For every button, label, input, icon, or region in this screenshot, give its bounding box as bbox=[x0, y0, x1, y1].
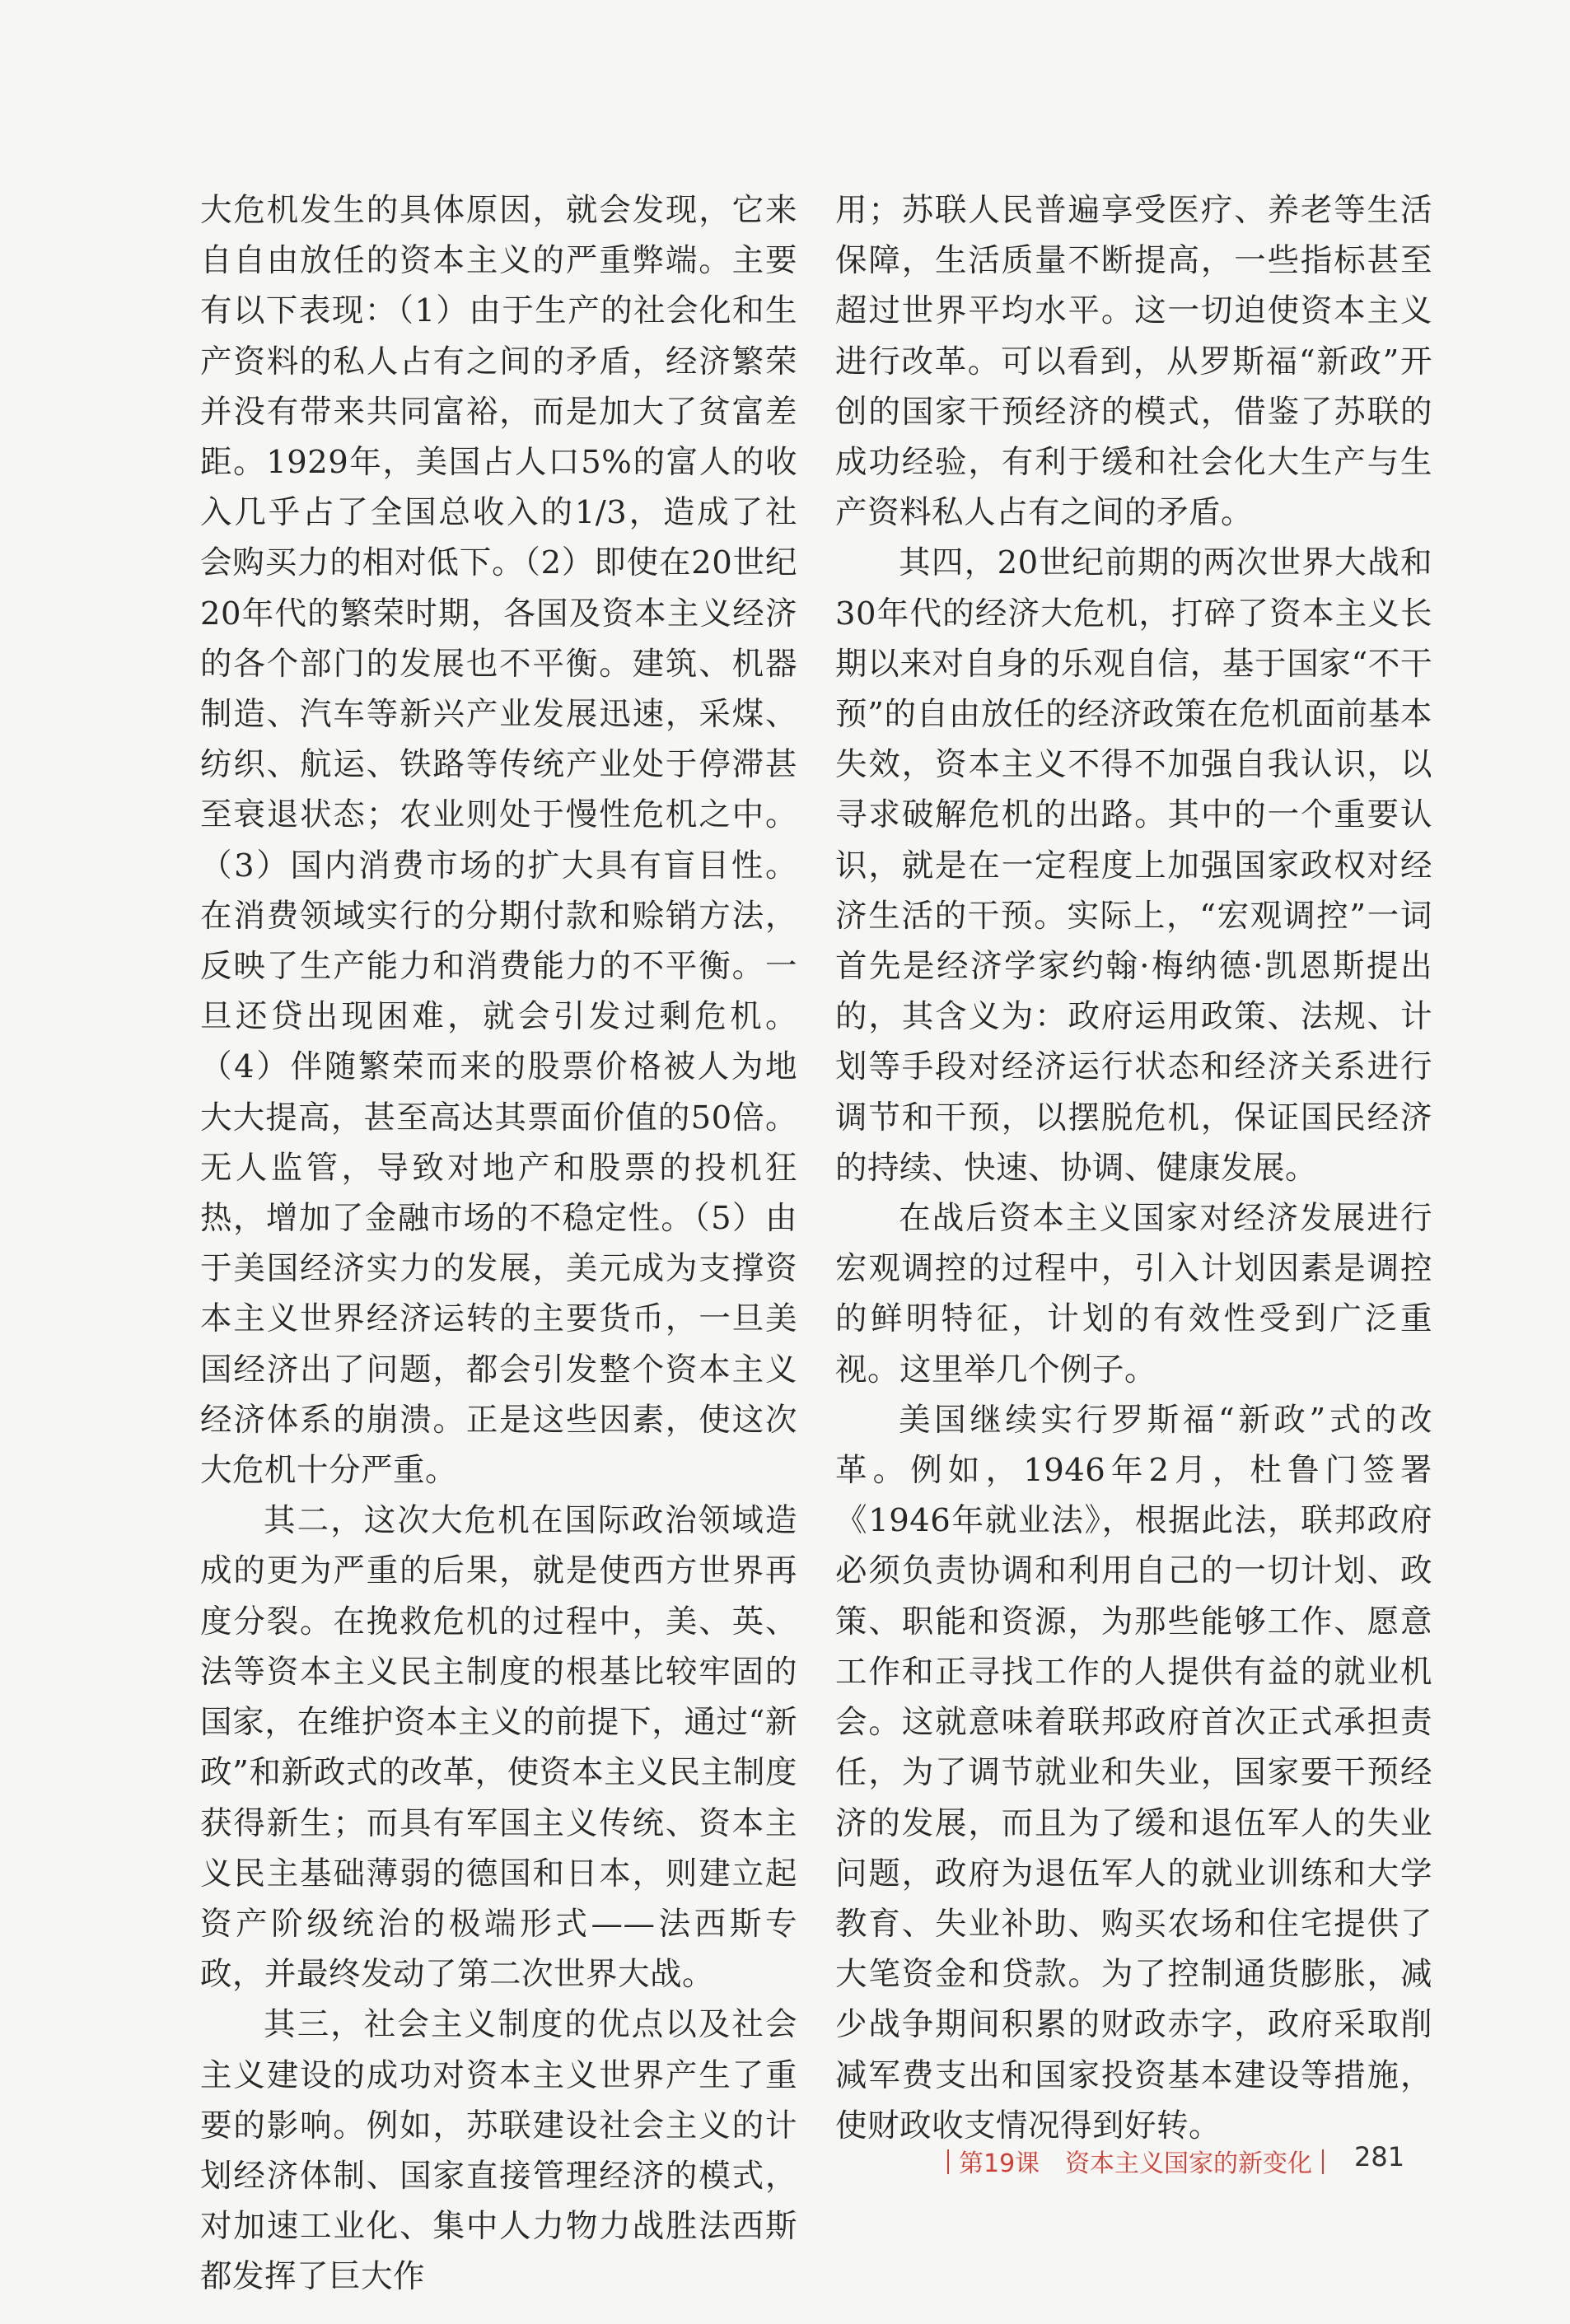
body-paragraph-continued: 大危机发生的具体原因，就会发现，它来自自由放任的资本主义的严重弊端。主要有以下表现：（1）由于生产的社会化和生产资料的私人占有之间的矛盾，经济繁荣并没有带来共同富裕，而是加大了贫富差距。1929年，美国占人口5%的富人的收入几乎占了全国总收入的1/3，造成了社会购买力的相对低下。（2）即使在20世纪20年代的繁荣时期，各国及资本主义经济的各个部门的发展也不平衡。建筑、机器制造、汽车等新兴产业发展迅速，采煤、纺织、航运、铁路等传统产业处于停滞甚至衰退状态；农业则处于慢性危机之中。（3）国内消费市场的扩大具有盲目性。在消费领域实行的分期付款和赊销方法，反映了生产能力和消费能力的不平衡。一旦还贷出现困难，就会引发过剩危机。（4）伴随繁荣而来的股票价格被人为地大大提高，甚至高达其票面价值的50倍。无人监管，导致对地产和股票的投机狂热，增加了金融市场的不稳定性。（5）由于美国经济实力的发展，美元成为支撑资本主义世界经济运转的主要货币，一旦美国经济出了问题，都会引发整个资本主义经济体系的崩溃。正是这些因素，使这次大危机十分严重。 bbox=[200, 192, 797, 1490]
lesson-number: 第19课 bbox=[959, 2149, 1040, 2178]
body-paragraph-us-example: 美国继续实行罗斯福“新政”式的改革。例如，1946年2月，杜鲁门签署《1946年就业法》，根据此法，联邦政府必须负责协调和利用自己的一切计划、政策、职能和资源，为那些能够工作、愿意工作和正寻找工作的人提供有益的就业机会。这就意味着联邦政府首次正式承担责任，为了调节就业和失业，国家要干预经济的发展，而且为了缓和退伍军人的失业问题，政府为退伍军人的就业训练和大学教育、失业补助、购买农场和住宅提供了大笔资金和贷款。为了控制通货膨胀，减少战争期间积累的财政赤字，政府采取削减军费支出和国家投资基本建设等措施，使财政收支情况得到好转。 bbox=[835, 1401, 1432, 2144]
left-column bbox=[200, 185, 797, 2303]
footer-divider-right bbox=[1322, 2149, 1324, 2174]
page-footer bbox=[947, 2141, 1409, 2184]
page-number: 281 bbox=[1354, 2141, 1405, 2172]
body-paragraph-third-point: 其三，社会主义制度的优点以及社会主义建设的成功对资本主义世界产生了重要的影响。例如，苏联建设社会主义的计划经济体制、国家直接管理经济的模式，对加速工业化、集中人力物力战胜法西斯都发挥了巨大作 bbox=[200, 2006, 797, 2296]
right-column bbox=[835, 185, 1432, 2151]
body-paragraph-continued-right: 用；苏联人民普遍享受医疗、养老等生活保障，生活质量不断提高，一些指标甚至超过世界平均水平。这一切迫使资本主义进行改革。可以看到，从罗斯福“新政”开创的国家干预经济的模式，借鉴了苏联的成功经验，有利于缓和社会化大生产与生产资料私人占有之间的矛盾。 bbox=[835, 192, 1432, 532]
body-paragraph-macro-control: 在战后资本主义国家对经济发展进行宏观调控的过程中，引入计划因素是调控的鲜明特征，计划的有效性受到广泛重视。这里举几个例子。 bbox=[835, 1200, 1432, 1388]
body-paragraph-second-point: 其二，这次大危机在国际政治领域造成的更为严重的后果，就是使西方世界再度分裂。在挽救危机的过程中，美、英、法等资本主义民主制度的根基比较牢固的国家，在维护资本主义的前提下，通过“新政”和新政式的改革，使资本主义民主制度获得新生；而具有军国主义传统、资本主义民主基础薄弱的德国和日本，则建立起资产阶级统治的极端形式——法西斯专政，并最终发动了第二次世界大战。 bbox=[200, 1502, 797, 1994]
lesson-title: 资本主义国家的新变化 bbox=[1065, 2149, 1312, 2178]
body-paragraph-fourth-point: 其四，20世纪前期的两次世界大战和30年代的经济大危机，打碎了资本主义长期以来对自身的乐观自信，基于国家“不干预”的自由放任的经济政策在危机面前基本失效，资本主义不得不加强自我认识，以寻求破解危机的出路。其中的一个重要认识，就是在一定程度上加强国家政权对经济生活的干预。实际上，“宏观调控”一词首先是经济学家约翰·梅纳德·凯恩斯提出的，其含义为：政府运用政策、法规、计划等手段对经济运行状态和经济关系进行调节和干预，以摆脱危机，保证国民经济的持续、快速、协调、健康发展。 bbox=[835, 544, 1432, 1187]
footer-divider-left bbox=[947, 2149, 949, 2174]
